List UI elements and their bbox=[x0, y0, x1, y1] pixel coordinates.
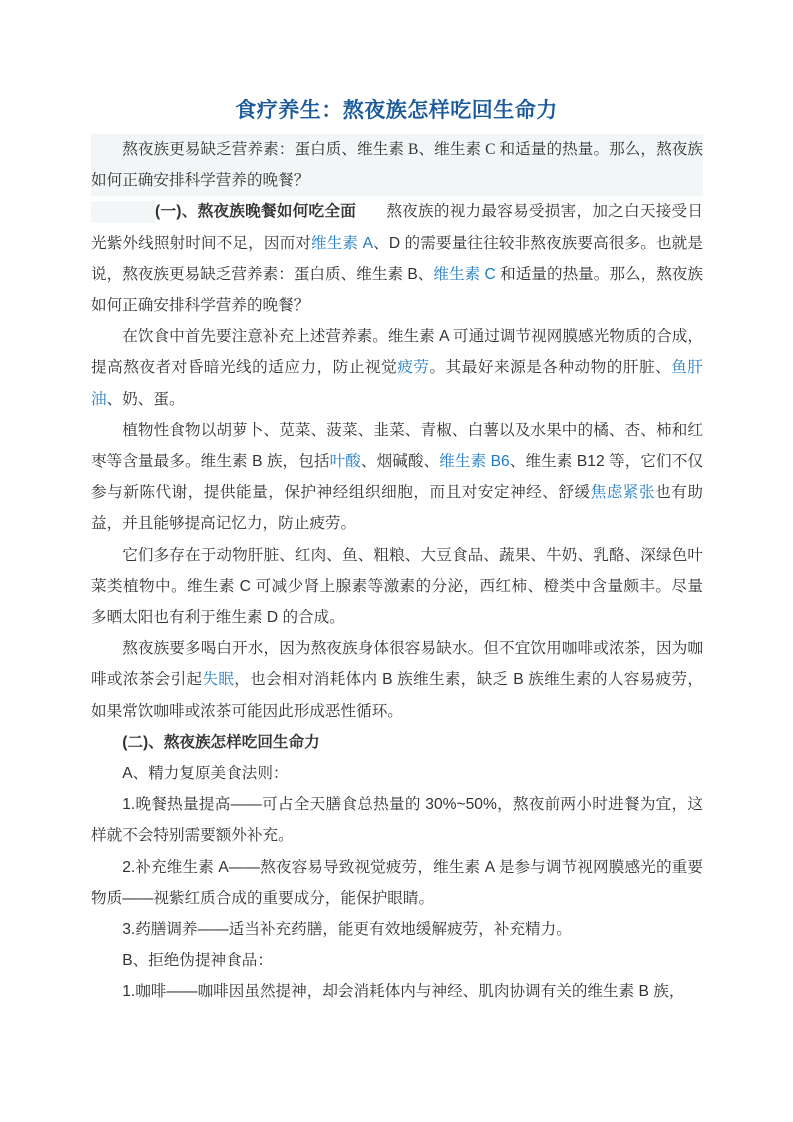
keyword-link[interactable]: 疲劳 bbox=[397, 359, 430, 377]
text-segment: A、精力复原美食法则： bbox=[122, 765, 289, 783]
text-segment: 熬夜族的视力最容易受损害，加之白天接受日光紫外线照射时间不足，因而对 bbox=[91, 203, 703, 252]
text-segment: B、拒绝伪提神食品： bbox=[122, 952, 273, 970]
paragraph bbox=[91, 540, 703, 634]
keyword-link[interactable]: 叶酸 bbox=[329, 453, 361, 471]
paragraph bbox=[91, 727, 703, 758]
paragraph bbox=[91, 945, 703, 976]
keyword-link[interactable]: 维生素 A bbox=[311, 234, 373, 252]
text-segment: 3.药膳调养——适当补充药膳，能更有效地缓解疲劳，补充精力。 bbox=[122, 921, 572, 939]
text-segment: 也有助益，并且能够提高记忆力，防止疲劳。 bbox=[91, 484, 703, 533]
document-title: 食疗养生：熬夜族怎样吃回生命力 bbox=[235, 99, 558, 122]
text-segment: 在饮食中首先要注意补充上述营养素。维生素 A 可通过调节视网膜感光物质的合成，提高熬夜者对昏暗光线的适应力，防止视觉 bbox=[91, 328, 703, 377]
text-segment: 和适量的热量。那么，熬夜族如何正确安排科学营养的晚餐？ bbox=[91, 265, 703, 315]
text-segment: ，也会相对消耗体内 B 族维生素，缺乏 B 族维生素的人容易疲劳，如果常饮咖啡或浓茶可能因此形成恶性循环。 bbox=[91, 671, 703, 720]
text-segment: 、D 的需要量往往较非熬夜族要高很多。也就是说，熬夜族更易缺乏营养素：蛋白质、维生素 B、 bbox=[91, 234, 703, 283]
keyword-link[interactable]: 维生素 B6 bbox=[439, 453, 510, 471]
section-heading: (一)、熬夜族晚餐如何吃全面 bbox=[155, 203, 357, 221]
shaded-indent bbox=[91, 201, 155, 223]
text-segment: 。其最好来源是各种动物的肝脏、 bbox=[429, 359, 672, 377]
paragraph bbox=[91, 758, 703, 789]
paragraph bbox=[91, 196, 703, 321]
text-segment: 1.晚餐热量提高——可占全天膳食总热量的 30%~50%，熬夜前两小时进餐为宜，这样就不会特别需要额外补充。 bbox=[91, 796, 703, 845]
paragraph bbox=[91, 976, 703, 1007]
text-segment: 、维生素 B12 等，它们不仅参与新陈代谢，提供能量，保护神经组织细胞，而且对安定神经、舒缓 bbox=[91, 453, 703, 502]
paragraph bbox=[91, 852, 703, 914]
document-body bbox=[91, 134, 703, 1008]
text-segment: 它们多存在于动物肝脏、红肉、鱼、粗粮、大豆食品、蔬果、牛奶、乳酪、深绿色叶菜类植物中。维生素 C 可减少肾上腺素等激素的分泌，西红柿、橙类中含量颇丰。尽量多晒太阳也有利于维生素 D 的合成。 bbox=[91, 546, 703, 627]
section-heading: (二)、熬夜族怎样吃回生命力 bbox=[122, 733, 320, 751]
text-segment: 植物性食物以胡萝卜、苋菜、菠菜、韭菜、青椒、白薯以及水果中的橘、杏、柿和红枣等含量最多。维生素 B 族，包括 bbox=[91, 421, 703, 471]
paragraph bbox=[91, 633, 703, 727]
paragraph bbox=[91, 789, 703, 851]
text-segment: 1.咖啡——咖啡因虽然提神，却会消耗体内与神经、肌肉协调有关的维生素 B 族， bbox=[122, 983, 685, 1001]
paragraph bbox=[91, 415, 703, 540]
paragraph bbox=[91, 914, 703, 945]
text-segment: 2.补充维生素 A——熬夜容易导致视觉疲劳，维生素 A 是参与调节视网膜感光的重要物质——视紫红质合成的重要成分，能保护眼睛。 bbox=[91, 858, 703, 907]
paragraph bbox=[91, 321, 703, 415]
keyword-link[interactable]: 维生素 C bbox=[433, 265, 496, 283]
text-segment: 、烟碱酸、 bbox=[360, 453, 440, 471]
paragraph bbox=[91, 134, 703, 196]
text-segment: 熬夜族要多喝白开水，因为熬夜族身体很容易缺水。但不宜饮用咖啡或浓茶，因为咖啡或浓茶会引起 bbox=[91, 640, 703, 689]
text-segment: 、奶、蛋。 bbox=[106, 390, 185, 408]
text-segment: 熬夜族更易缺乏营养素：蛋白质、维生素 B、维生素 C 和适量的热量。那么，熬夜族如何正确安排科学营养的晚餐？ bbox=[91, 141, 703, 190]
keyword-link[interactable]: 焦虑紧张 bbox=[590, 484, 656, 502]
keyword-link[interactable]: 鱼肝油 bbox=[91, 359, 703, 408]
keyword-link[interactable]: 失眠 bbox=[202, 671, 235, 689]
